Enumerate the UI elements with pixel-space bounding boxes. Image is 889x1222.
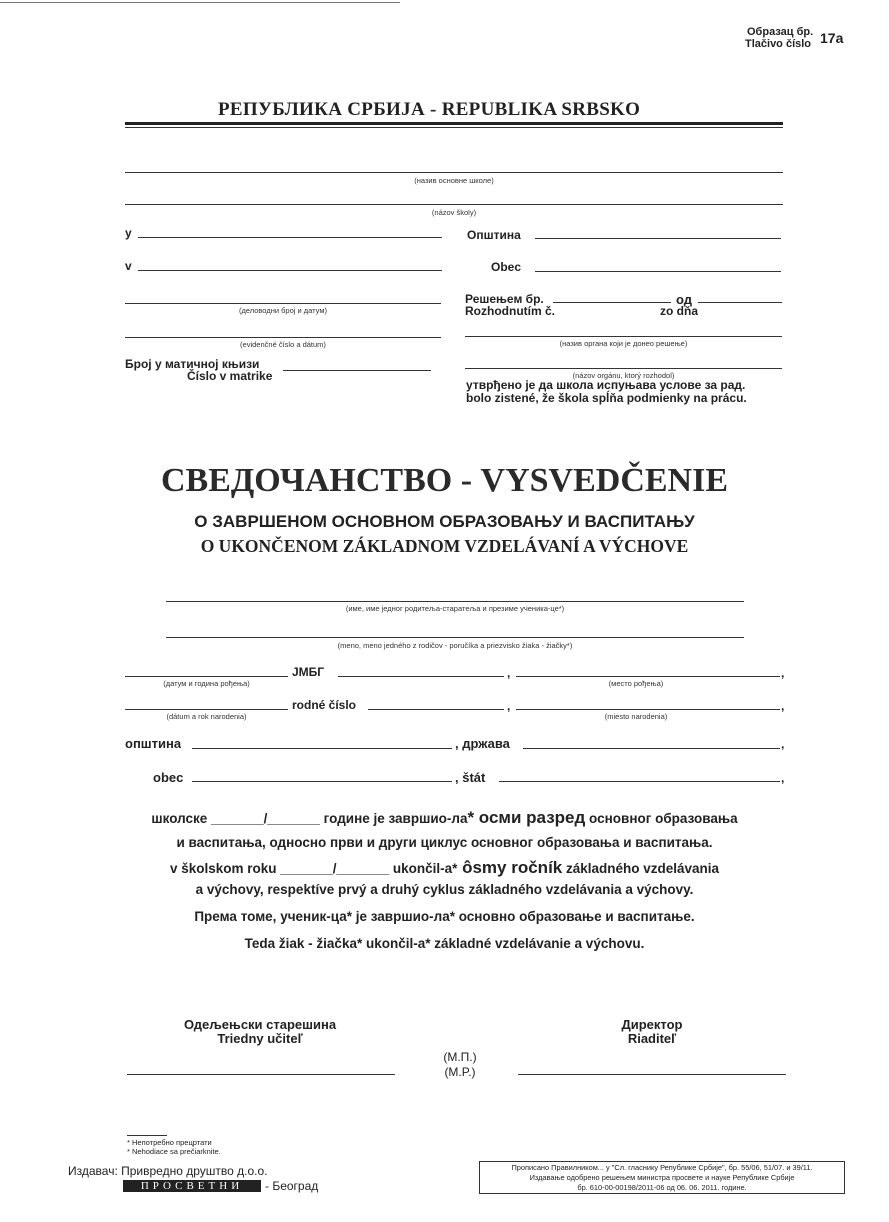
label-opstina-pupil: општина	[125, 736, 182, 751]
birthplace-line-sk[interactable]	[516, 709, 780, 710]
label-od: од	[676, 292, 693, 307]
seal-place-sk: (M.P.)	[444, 1065, 476, 1079]
label-rozhodnutim: Rozhodnutím č.	[465, 304, 555, 318]
legal-line-3: бр. 610-00-00198/2011-06 од 06. 06. 2011. године.	[577, 1183, 747, 1192]
body-line-3-c: základného vzdelávania	[562, 861, 720, 876]
record-caption-sk: (evidenčné číslo a dátum)	[240, 340, 326, 349]
comma: ,	[507, 699, 511, 713]
label-jmbg: ЈМБГ	[292, 665, 325, 679]
comma: ,	[781, 666, 785, 680]
pupil-name-line-sk[interactable]	[166, 637, 744, 638]
body-line-1-c: основног образовања	[585, 811, 738, 826]
body-line-3	[0, 858, 889, 878]
birthplace-caption-sr: (место рођења)	[608, 679, 664, 688]
form-number: 17a	[820, 30, 844, 46]
rodne-cislo-line[interactable]	[368, 709, 504, 710]
established-text-sr: утврђено је да школа испуњава услове за рад.	[466, 378, 746, 392]
pupil-name-caption-sk: (meno, meno jedného z rodičov - poručíka a priezvisko žiaka - žiačky*)	[337, 641, 573, 650]
label-obec-pupil: obec	[153, 770, 184, 785]
organ-caption-sk: (názov orgánu, ktorý rozhodol)	[572, 371, 675, 380]
class-teacher-signature-line[interactable]	[127, 1074, 395, 1075]
republic-heading: РЕПУБЛИКА СРБИЈА - REPUBLIKA SRBSKO	[218, 99, 641, 120]
comma: ,	[507, 666, 511, 680]
body-line-6: Teda žiak - žiačka* ukončil-a* základné vzdelávanie a výchovu.	[244, 936, 645, 951]
director-signature-line[interactable]	[518, 1074, 786, 1075]
place-line-sk[interactable]	[138, 270, 442, 271]
publisher-label: Издавач: Привредно друштво д.о.о.	[68, 1164, 268, 1178]
header-rule-thick	[125, 122, 783, 125]
comma: ,	[781, 737, 785, 751]
label-stat: , štát	[455, 770, 486, 785]
class-teacher-label-sr: Одељењски старешина	[183, 1017, 337, 1032]
label-obec: Obec	[491, 260, 522, 274]
certificate-title: СВЕДОЧАНСТВО - VYSVEDČENIE	[160, 462, 729, 499]
footnote-sr: * Непотребно прецртати	[127, 1138, 212, 1147]
organ-line[interactable]	[465, 336, 782, 337]
body-line-1-grade: * осми разред	[467, 808, 586, 827]
municipality-line[interactable]	[535, 238, 781, 239]
decision-date-line[interactable]	[698, 302, 782, 303]
seal-place-sr: (М.П.)	[443, 1050, 477, 1064]
place-line[interactable]	[138, 237, 442, 238]
birth-date-caption-sk: (dátum a rok narodenia)	[166, 712, 247, 721]
form-number-label-sk: Tlačivo číslo	[745, 38, 812, 50]
director-label-sk: Riaditeľ	[627, 1031, 677, 1046]
legal-notice-box	[479, 1161, 845, 1194]
footnote-sk: * Nehodiace sa prečiarknite.	[127, 1147, 221, 1156]
legal-line-2: Издавање одобрено решењем министра просвете и науке Републике Србије	[529, 1173, 795, 1182]
record-caption-sr: (деловодни број и датум)	[238, 306, 327, 315]
label-cislo-matrike: Číslo v matrike	[187, 369, 273, 383]
birth-date-line-sk[interactable]	[125, 709, 288, 710]
class-teacher-label-sk: Triedny učiteľ	[217, 1031, 303, 1046]
organ-line-sk[interactable]	[465, 368, 782, 369]
school-caption-sk: (názov školy)	[431, 208, 477, 217]
certificate-subtitle-sr: О ЗАВРШЕНОМ ОСНОВНОМ ОБРАЗОВАЊУ И ВАСПИТАЊУ	[194, 512, 695, 531]
record-line[interactable]	[125, 303, 441, 304]
body-line-5: Према томе, ученик-ца* је завршио-ла* основно образовање и васпитање.	[194, 909, 695, 924]
label-rodne-cislo: rodné číslo	[292, 698, 357, 712]
record-line-sk[interactable]	[125, 337, 441, 338]
birthplace-caption-sk: (miesto narodenia)	[604, 712, 668, 721]
body-line-1	[0, 808, 889, 828]
publisher-city: - Београд	[265, 1179, 319, 1193]
pupil-name-line[interactable]	[166, 601, 744, 602]
municipality-line-sk[interactable]	[535, 271, 781, 272]
director-label-sr: Директор	[621, 1017, 683, 1032]
legal-line-1: Прописано Правилником... у "Сл. гласнику Републике Србије", бр. 55/06, 51/07. и 39/11.	[511, 1163, 813, 1172]
certificate-subtitle-sk: O UKONČENOM ZÁKLADNOM VZDELÁVANÍ A VÝCHOVE	[200, 536, 689, 556]
label-drzava: , држава	[455, 736, 510, 751]
label-resenjem: Решењем бр.	[465, 292, 544, 306]
label-broj-maticnoj: Број у матичној књизи	[125, 357, 260, 371]
established-text-sk: bolo zistené, že škola spĺňa podmienky na prácu.	[466, 391, 747, 405]
organ-caption-sr: (назив органа који је донео решење)	[559, 339, 688, 348]
jmbg-line[interactable]	[338, 676, 504, 677]
body-line-1-a: школске _______/_______ године је завршио-ла	[151, 811, 468, 826]
school-caption-sr: (назив основне школе)	[414, 176, 494, 185]
body-line-3-a: v školskom roku _______/_______ ukončil-a*	[169, 861, 458, 876]
birthplace-line[interactable]	[516, 676, 780, 677]
school-name-line[interactable]	[125, 172, 783, 173]
footnote-rule	[127, 1135, 167, 1136]
form-number-label: Образац бр.	[747, 26, 814, 38]
label-zo-dna: zo dňa	[660, 304, 698, 318]
school-name-line-sk[interactable]	[125, 204, 783, 205]
body-line-2: и васпитања, односно први и други циклус основног образовања и васпитања.	[176, 835, 713, 850]
publisher-logo	[123, 1180, 261, 1192]
birth-date-caption-sr: (датум и година рођења)	[163, 679, 250, 688]
comma: ,	[781, 771, 785, 785]
label-u: у	[125, 226, 132, 240]
body-line-4: a výchovy, respektíve prvý a druhý cyklus základného vzdelávania a výchovy.	[195, 882, 694, 897]
label-opstina: Општина	[467, 228, 521, 242]
publisher-logo-text: ПРОСВЕТНИ	[140, 1180, 244, 1192]
birth-date-line[interactable]	[125, 676, 288, 677]
top-edge-line	[0, 2, 400, 3]
pupil-municipality-line-sk[interactable]	[192, 781, 452, 782]
body-line-3-grade: ôsmy ročník	[457, 858, 563, 877]
header-rule-thin	[125, 127, 783, 128]
label-v: v	[125, 259, 132, 273]
pupil-name-caption-sr: (име, име једног родитеља-старатеља и презиме ученика-це*)	[345, 604, 565, 613]
comma: ,	[781, 699, 785, 713]
country-line-sk[interactable]	[499, 781, 780, 782]
decision-number-line[interactable]	[553, 302, 671, 303]
register-number-line[interactable]	[283, 370, 431, 371]
pupil-municipality-line[interactable]	[192, 748, 452, 749]
country-line[interactable]	[523, 748, 780, 749]
